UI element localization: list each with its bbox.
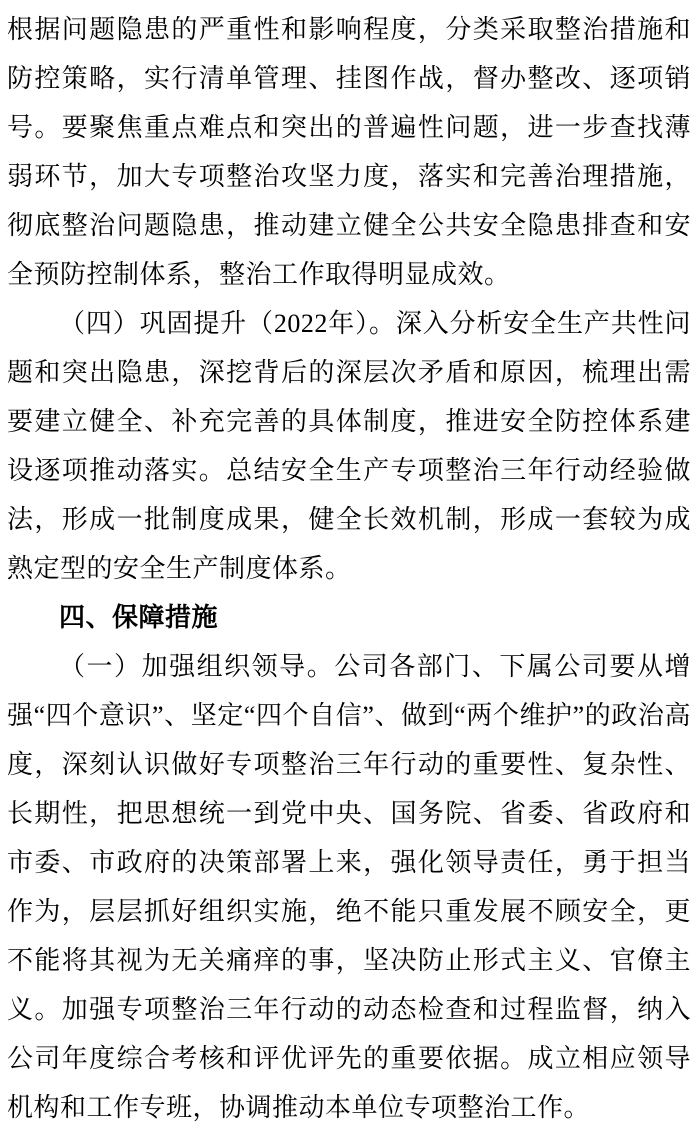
- paragraph-strengthen-leadership: （一）加强组织领导。公司各部门、下属公司要从增强“四个意识”、坚定“四个自信”、做到“两个维护”的政治高度，深刻认识做好专项整治三年行动的重要性、复杂性、长期性，把思想统一到党中央、国务院、省委、省政府和市委、市政府的决策部署上来，强化领导责任，勇于担当作为，层层抓好组织实施，绝不能只重发展不顾安全，更不能将其视为无关痛痒的事，坚决防止形式主义、官僚主义。加强专项整治三年行动的动态检查和过程监督，纳入公司年度综合考核和评优评先的重要依据。成立相应领导机构和工作专班，协调推动本单位专项整治工作。: [7, 652, 691, 1122]
- section-heading-safeguard-measures: 四、保障措施: [59, 603, 219, 632]
- paragraph-rectification-measures: 根据问题隐患的严重性和影响程度，分类采取整治措施和防控策略，实行清单管理、挂图作战，督办整改、逐项销号。要聚焦重点难点和突出的普遍性问题，进一步查找薄弱环节，加大专项整治攻坚力度，落实和完善治理措施，彻底整治问题隐患，推动建立健全公共安全隐患排查和安全预防控制体系，整治工作取得明显成效。: [7, 15, 691, 289]
- paragraph-consolidation-2022: （四）巩固提升（2022年）。深入分析安全生产共性问题和突出隐患，深挖背后的深层次矛盾和原因，梳理出需要建立健全、补充完善的具体制度，推进安全防控体系建设逐项推动落实。总结安全生产专项整治三年行动经验做法，形成一批制度成果，健全长效机制，形成一套较为成熟定型的安全生产制度体系。: [7, 309, 691, 583]
